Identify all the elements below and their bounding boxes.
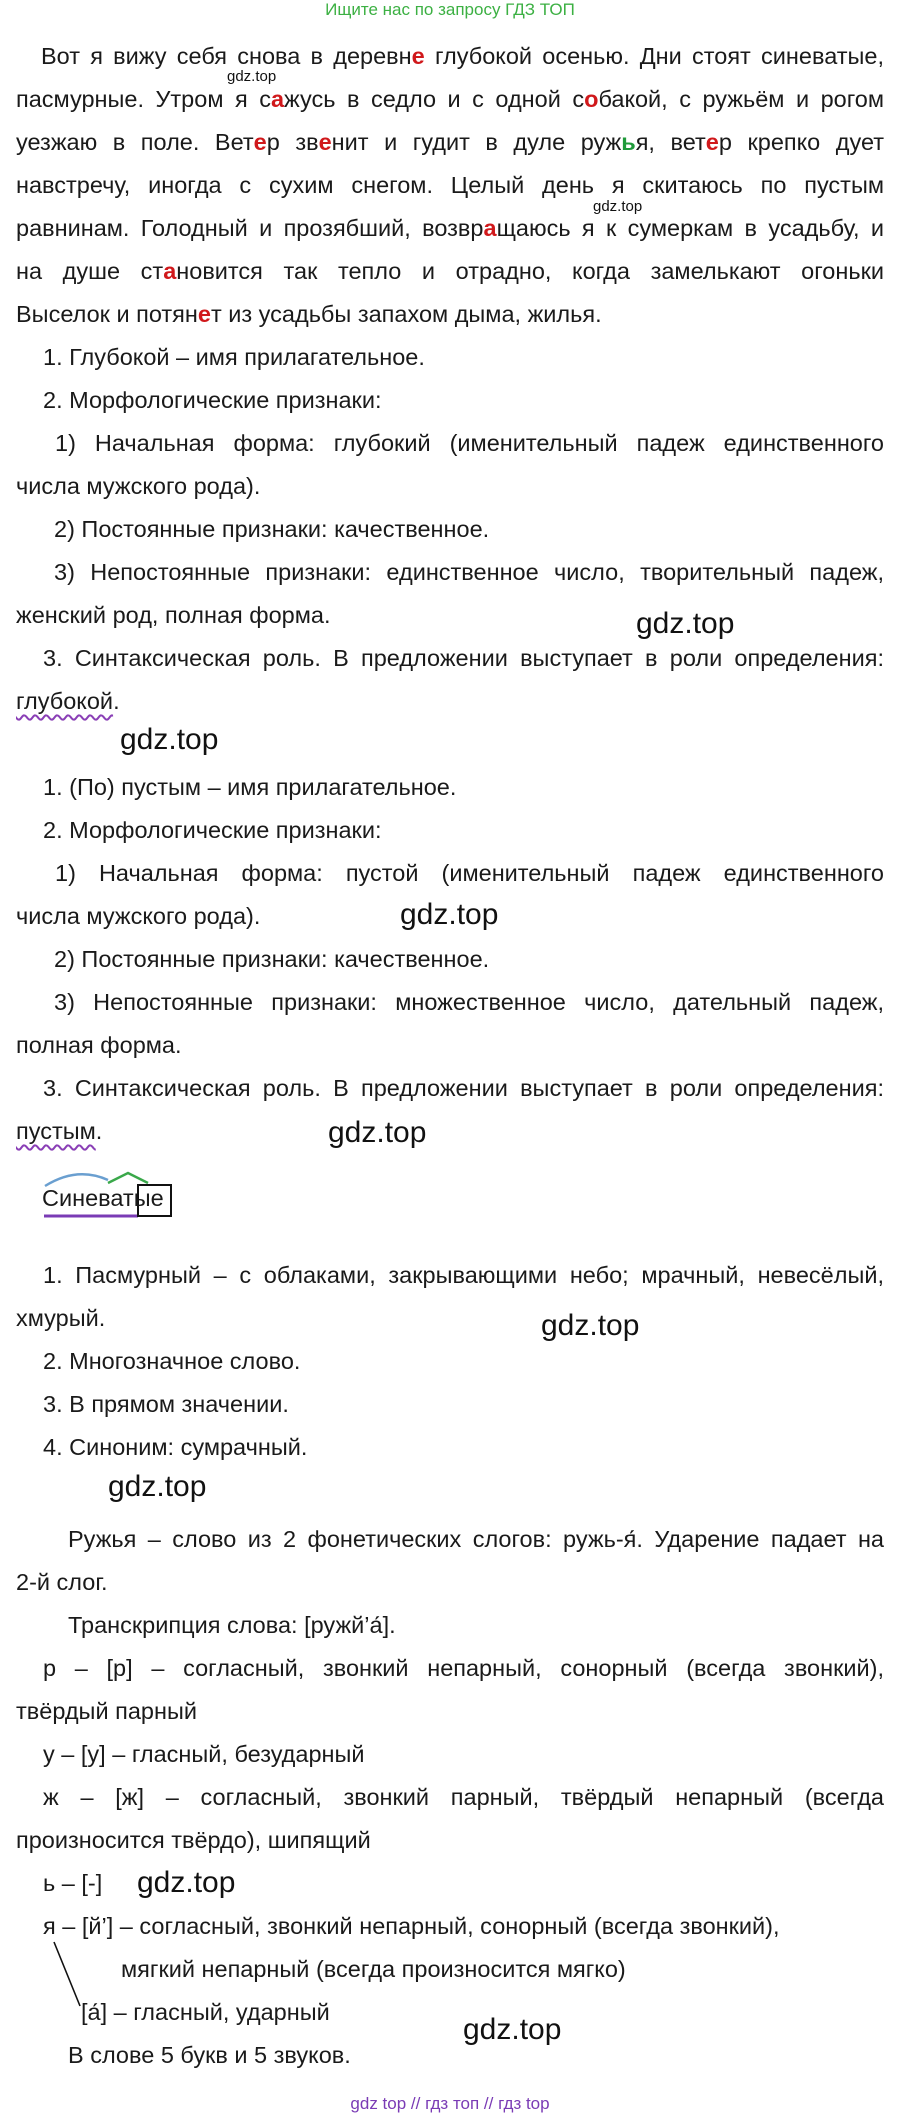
phonetic-line: 2-й слог. [16,1569,108,1595]
lexical-item: 3. В прямом значении. [43,1391,289,1417]
analysis-item: 2) Постоянные признаки: качественное. [54,516,490,542]
analysis-item: 1) Начальная форма: пустой (именительный падеж единственного [55,860,884,886]
analysis-item: полная форма. [16,1032,182,1058]
analysis-item: числа мужского рода). [16,473,261,499]
underlined-word: глубокой [16,688,114,714]
watermark-small: gdz.top [593,198,643,215]
lexical-item: 2. Многозначное слово. [43,1348,301,1374]
phonetic-line: мягкий непарный (всегда произносится мягко) [121,1956,626,1982]
analysis-item: глубокой. [16,688,120,714]
watermark: gdz.top [541,1309,640,1342]
passage-line: равнинам. Голодный и прозябший, возвращаюсь я к сумеркам в усадьбу, и [16,215,884,241]
passage-line: Выселок и потянет из усадьбы запахом дыма, жилья. [16,301,602,327]
analysis-item: 1) Начальная форма: глубокий (именительный падеж единственного [55,430,884,456]
analysis-item: 3) Непостоянные признаки: единственное число, творительный падеж, [54,559,884,585]
analysis-item: 2. Морфологические признаки: [43,817,382,843]
lexical-item: хмурый. [16,1305,106,1331]
analysis-item: 3) Непостоянные признаки: множественное число, дательный падеж, [54,989,884,1015]
analysis-item: числа мужского рода). [16,903,261,929]
suffix-mark [108,1173,148,1183]
watermark: gdz.top [328,1116,427,1149]
watermark: gdz.top [463,2013,562,2046]
analysis-item: женский род, полная форма. [16,602,331,628]
phonetic-line: [а́] – гласный, ударный [81,1999,330,2025]
phonetic-line: произносится твёрдо), шипящий [16,1827,371,1853]
lexical-item: 4. Синоним: сумрачный. [43,1434,308,1460]
phonetic-line: ь – [-] [43,1870,103,1896]
passage-line: пасмурные. Утром я сажусь в седло и с одной собакой, с ружьём и рогом [16,86,885,112]
phonetic-line: р – [р] – согласный, звонкий непарный, сонорный (всегда звонкий), [43,1655,884,1681]
watermark: gdz.top [400,898,499,931]
watermark: gdz.top [137,1866,236,1899]
analysis-item: 2. Морфологические признаки: [43,387,382,413]
underlined-word: пустым [16,1118,96,1144]
analysis-item: 3. Синтаксическая роль. В предложении выступает в роли определения: [43,645,884,671]
analysis-item: 3. Синтаксическая роль. В предложении выступает в роли определения: [43,1075,884,1101]
morpheme-parse [42,1168,182,1228]
watermark: gdz.top [120,723,219,756]
passage-line: уезжаю в поле. Ветер звенит и гудит в дуле ружья, ветер крепко дует [16,129,885,155]
watermark: gdz.top [636,607,735,640]
phonetic-line: Ружья – слово из 2 фонетических слогов: ружь-я́. Ударение падает на [68,1526,884,1552]
phonetic-line: я – [й’] – согласный, звонкий непарный, сонорный (всегда звонкий), [43,1913,780,1939]
watermark-small: gdz.top [227,68,277,85]
phonetic-line: у – [у] – гласный, безударный [43,1741,365,1767]
phonetic-line: Транскрипция слова: [ружй’а́]. [68,1612,396,1638]
passage-line: на душе становится так тепло и отрадно, когда замелькают огоньки [16,258,884,284]
analysis-item: 2) Постоянные признаки: качественное. [54,946,490,972]
analysis-item: 1. Глубокой – имя прилагательное. [43,344,425,370]
lexical-item: 1. Пасмурный – с облаками, закрывающими небо; мрачный, невесёлый, [43,1262,884,1288]
analysis-item: пустым. [16,1118,103,1144]
phonetic-line: твёрдый парный [16,1698,197,1724]
search-banner: Ищите нас по запросу ГДЗ ТОП [325,0,575,19]
phonetic-line: В слове 5 букв и 5 звуков. [68,2042,351,2068]
morpheme-word: Синеватые [42,1185,164,1211]
phonetic-line: ж – [ж] – согласный, звонкий парный, твёрдый непарный (всегда [43,1784,884,1810]
footer-links: gdz top // гдз топ // гдз top [350,2094,550,2113]
watermark: gdz.top [108,1470,207,1503]
analysis-item: 1. (По) пустым – имя прилагательное. [43,774,457,800]
passage-line: навстречу, иногда с сухим снегом. Целый день я скитаюсь по пустым [16,172,884,198]
passage-line: Вот я вижу себя снова в деревне глубокой осенью. Дни стоят синеватые, [41,43,884,69]
